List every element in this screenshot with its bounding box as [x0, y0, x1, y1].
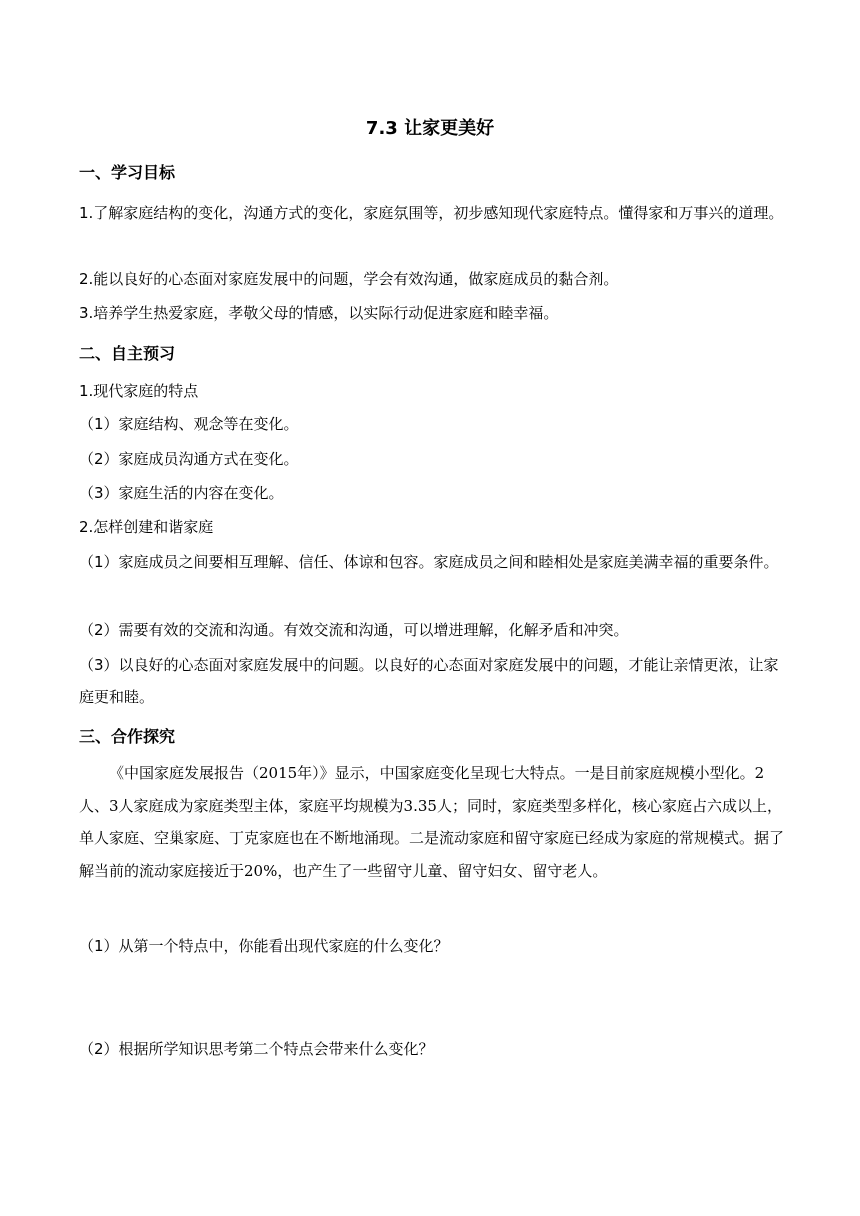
- preview-q1-item-2: （2）家庭成员沟通方式在变化。: [79, 450, 299, 468]
- preview-q2-item-2: （2）需要有效的交流和沟通。有效交流和沟通，可以增进理解，化解矛盾和冲突。: [79, 621, 629, 639]
- preview-q2-item-1: （1）家庭成员之间要相互理解、信任、体谅和包容。家庭成员之间和睦相处是家庭美满幸福的重要条件。: [79, 553, 779, 571]
- inquiry-question-2: （2）根据所学知识思考第二个特点会带来什么变化？: [79, 1040, 434, 1058]
- goal-item-2: 2.能以良好的心态面对家庭发展中的问题，学会有效沟通，做家庭成员的黏合剂。: [79, 270, 619, 288]
- inquiry-question-1: （1）从第一个特点中，你能看出现代家庭的什么变化？: [79, 937, 449, 955]
- section-heading-cooperative-inquiry: 三、合作探究: [79, 727, 176, 746]
- section-heading-learning-goals: 一、学习目标: [79, 163, 176, 182]
- goal-item-1: 1.了解家庭结构的变化，沟通方式的变化，家庭氛围等，初步感知现代家庭特点。懂得家和万事兴的道理。: [79, 204, 784, 222]
- preview-question-2: 2.怎样创建和谐家庭: [79, 518, 214, 536]
- preview-question-1: 1.现代家庭的特点: [79, 382, 199, 400]
- page-title: 7.3 让家更美好: [365, 118, 495, 139]
- inquiry-passage: 《中国家庭发展报告（2015年）》显示，中国家庭变化呈现七大特点。一是目前家庭规模小型化。2人、3人家庭成为家庭类型主体，家庭平均规模为3.35人；同时，家庭类型多样化，核心家庭占六成以上，单人家庭、空巢家庭、丁克家庭也在不断地涌现。二是流动家庭和留守家庭已经成为家庭的常规模式。据了解当前的流动家庭接近于20%，也产生了一些留守儿童、留守妇女、留守老人。: [79, 764, 785, 880]
- preview-q2-item-3: （3）以良好的心态面对家庭发展中的问题。以良好的心态面对家庭发展中的问题，才能让亲情更浓，让家庭更和睦。: [79, 656, 779, 706]
- section-heading-preview: 二、自主预习: [79, 344, 176, 363]
- preview-q1-item-1: （1）家庭结构、观念等在变化。: [79, 415, 299, 433]
- goal-item-3: 3.培养学生热爱家庭，孝敬父母的情感，以实际行动促进家庭和睦幸福。: [79, 304, 559, 322]
- preview-q1-item-3: （3）家庭生活的内容在变化。: [79, 484, 284, 502]
